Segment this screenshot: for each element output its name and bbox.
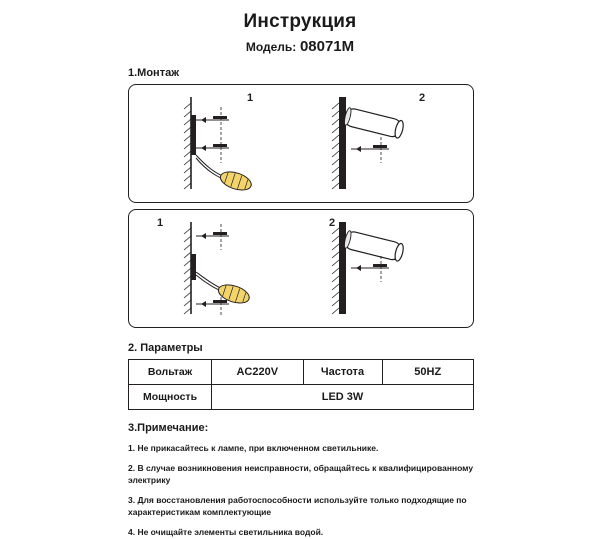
wall-wiring-illustration [129, 210, 302, 327]
notes-list [128, 443, 478, 539]
param-label-power: Мощность [129, 385, 212, 410]
wall-bracket-drilling-illustration [129, 85, 302, 202]
diagram-2-right-illustration [301, 210, 473, 327]
param-value-power: LED 3W [212, 385, 474, 410]
params-table [128, 359, 474, 410]
list-item: 4. Не очищайте элементы светильника водой. [128, 527, 324, 538]
lamp-mounted-illustration [301, 85, 474, 202]
diagram-1-step-right: 2 [419, 92, 426, 104]
diagram-1-right-illustration [301, 85, 473, 202]
param-value-frequency: 50HZ [382, 360, 474, 385]
diagram-2-step-right: 2 [329, 217, 336, 229]
model-value: 08071M [299, 38, 355, 55]
list-item: 1. Не прикасайтесь к лампе, при включенном светильнике. [128, 443, 379, 453]
param-label-frequency: Частота [303, 360, 382, 385]
lamp-final-illustration [301, 210, 474, 327]
model-line [0, 38, 600, 55]
diagram-2-left-illustration [129, 210, 301, 327]
params-section-heading: 2. Параметры [128, 342, 203, 354]
mount-section-heading: 1.Монтаж [128, 67, 180, 79]
list-item: 2. В случае возникновения неисправности, обращайтесь к квалифицированному электрику [128, 463, 474, 485]
page-title: Инструкция [243, 11, 357, 32]
list-item: 3. Для восстановления работоспособности используйте только подходящие по характеристикам комплектующие [128, 495, 467, 517]
diagram-box-2 [128, 209, 474, 328]
table-row [129, 360, 474, 385]
mount-diagrams [128, 84, 474, 328]
param-label-voltage: Вольтаж [129, 360, 212, 385]
instruction-page [0, 11, 600, 538]
table-row [129, 385, 474, 410]
param-value-voltage: AC220V [212, 360, 304, 385]
diagram-1-left-illustration [129, 85, 301, 202]
diagram-1-step-left: 1 [247, 92, 254, 104]
diagram-box-1 [128, 84, 474, 203]
diagram-2-step-left: 1 [157, 217, 164, 229]
notes-section-heading: 3.Примечание: [128, 422, 209, 434]
model-label: Модель: [245, 40, 297, 54]
